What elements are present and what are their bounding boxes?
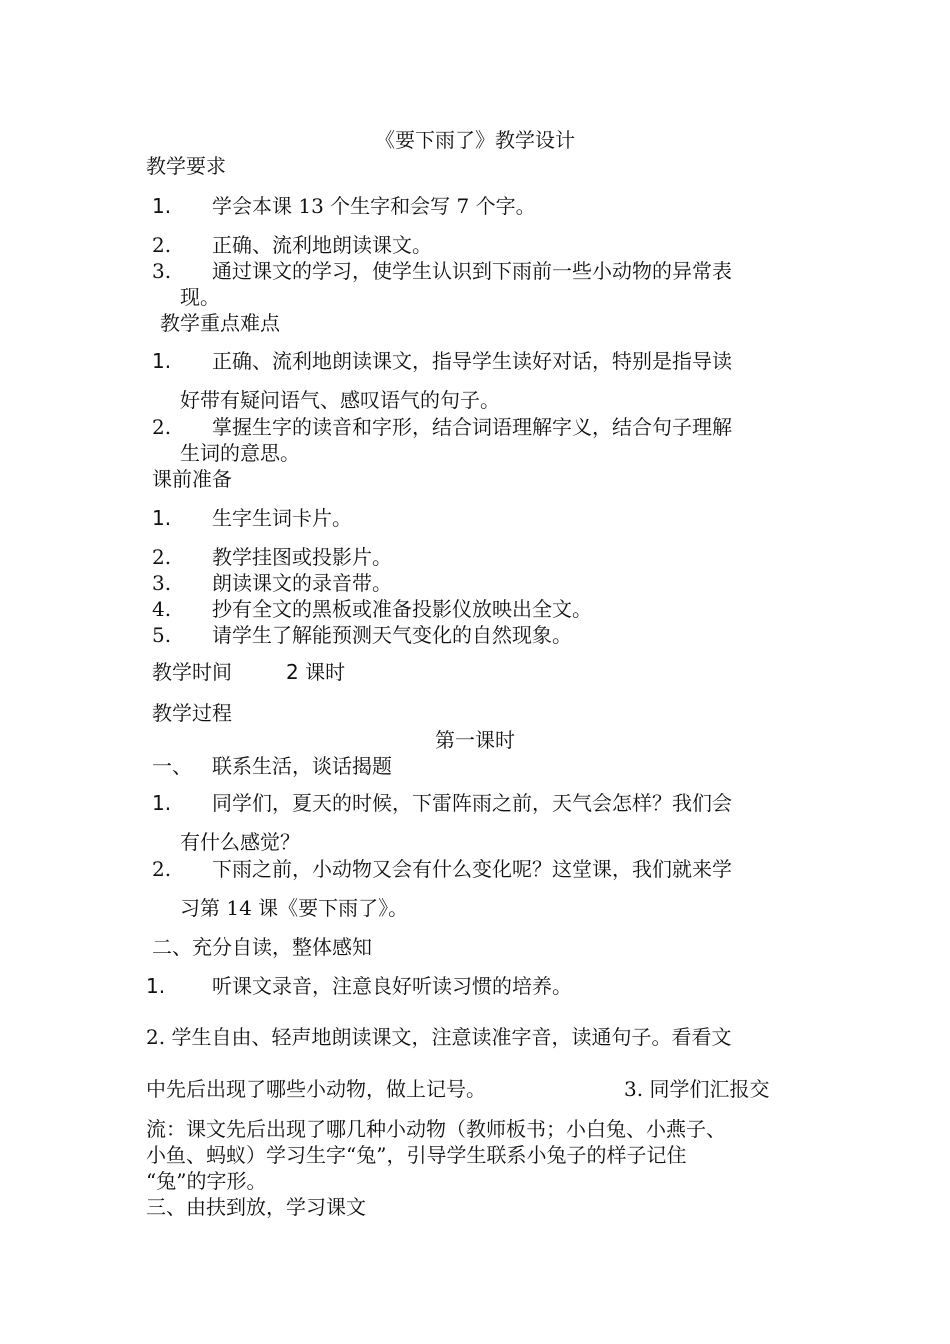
list-text: 抄有全文的黑板或准备投影仪放映出全文。	[212, 597, 592, 621]
list-text: 生字生词卡片。	[212, 506, 352, 530]
section-heading-process: 教学过程	[152, 701, 232, 725]
list-number: 1.	[152, 349, 172, 373]
section-heading-key-points: 教学重点难点	[160, 311, 280, 335]
list-item	[152, 857, 732, 881]
subsection-number: 一、	[152, 754, 192, 778]
list-text: 正确、流利地朗读课文。	[212, 233, 432, 257]
list-text: 请学生了解能预测天气变化的自然现象。	[212, 623, 572, 647]
list-number: 2.	[152, 233, 172, 257]
list-item	[146, 974, 572, 998]
lesson-title: 第一课时	[435, 728, 515, 752]
list-item	[152, 545, 392, 569]
list-text: 朗读课文的录音带。	[212, 571, 392, 595]
list-item	[152, 623, 572, 647]
list-number: 2.	[152, 545, 172, 569]
list-number: 2.	[152, 857, 172, 881]
list-text: 通过课文的学习，使学生认识到下雨前一些小动物的异常表	[212, 259, 732, 283]
list-item	[152, 233, 432, 257]
list-text: 同学们，夏天的时候，下雷阵雨之前，天气会怎样？我们会	[212, 791, 732, 815]
subsection-heading: 三、由扶到放，学习课文	[146, 1195, 366, 1219]
teaching-time-value: 2 课时	[286, 660, 346, 684]
subsection-heading: 二、充分自读，整体感知	[152, 935, 372, 959]
list-text: 教学挂图或投影片。	[212, 545, 392, 569]
subsection-heading	[152, 754, 392, 778]
paragraph-line: 流：课文先后出现了哪几种小动物（教师板书；小白兔、小燕子、	[146, 1117, 726, 1141]
paragraph-line: “兔”的字形。	[146, 1169, 267, 1193]
list-continuation: 有什么感觉？	[180, 830, 300, 854]
section-heading-requirements: 教学要求	[146, 154, 226, 178]
paragraph-line: 中先后出现了哪些小动物，做上记号。	[146, 1077, 486, 1101]
list-number: 1.	[152, 194, 172, 218]
list-number: 3.	[152, 571, 172, 595]
list-number: 1.	[146, 974, 166, 998]
list-number: 1.	[152, 791, 172, 815]
list-item	[152, 194, 536, 218]
subsection-title: 联系生活，谈话揭题	[212, 754, 392, 778]
list-continuation: 生词的意思。	[180, 441, 300, 465]
document-title: 《要下雨了》教学设计	[375, 128, 575, 152]
list-item	[152, 571, 392, 595]
list-item	[152, 415, 732, 439]
list-number: 3.	[152, 259, 172, 283]
list-continuation: 习第 14 课《要下雨了》。	[180, 896, 409, 920]
paragraph-line: 2. 学生自由、轻声地朗读课文，注意读准字音，读通句子。看看文	[146, 1025, 732, 1049]
list-text: 下雨之前，小动物又会有什么变化呢？这堂课，我们就来学	[212, 857, 732, 881]
list-text: 掌握生字的读音和字形，结合词语理解字义，结合句子理解	[212, 415, 732, 439]
paragraph-line: 3. 同学们汇报交	[624, 1077, 770, 1101]
list-text: 听课文录音，注意良好听读习惯的培养。	[212, 974, 572, 998]
list-item	[152, 259, 732, 283]
list-text: 学会本课 13 个生字和会写 7 个字。	[212, 194, 536, 218]
list-item	[152, 506, 352, 530]
list-continuation: 好带有疑问语气、感叹语气的句子。	[180, 388, 500, 412]
list-item	[152, 597, 592, 621]
list-number: 2.	[152, 415, 172, 439]
list-number: 5.	[152, 623, 172, 647]
list-text: 正确、流利地朗读课文，指导学生读好对话，特别是指导读	[212, 349, 732, 373]
list-continuation: 现。	[180, 285, 220, 309]
teaching-time-label: 教学时间	[152, 660, 232, 684]
list-item	[152, 791, 732, 815]
section-heading-preparation: 课前准备	[152, 467, 232, 491]
list-number: 1.	[152, 506, 172, 530]
paragraph-line: 小鱼、蚂蚁）学习生字“兔”，引导学生联系小兔子的样子记住	[146, 1143, 687, 1167]
list-number: 4.	[152, 597, 172, 621]
list-item	[152, 349, 732, 373]
